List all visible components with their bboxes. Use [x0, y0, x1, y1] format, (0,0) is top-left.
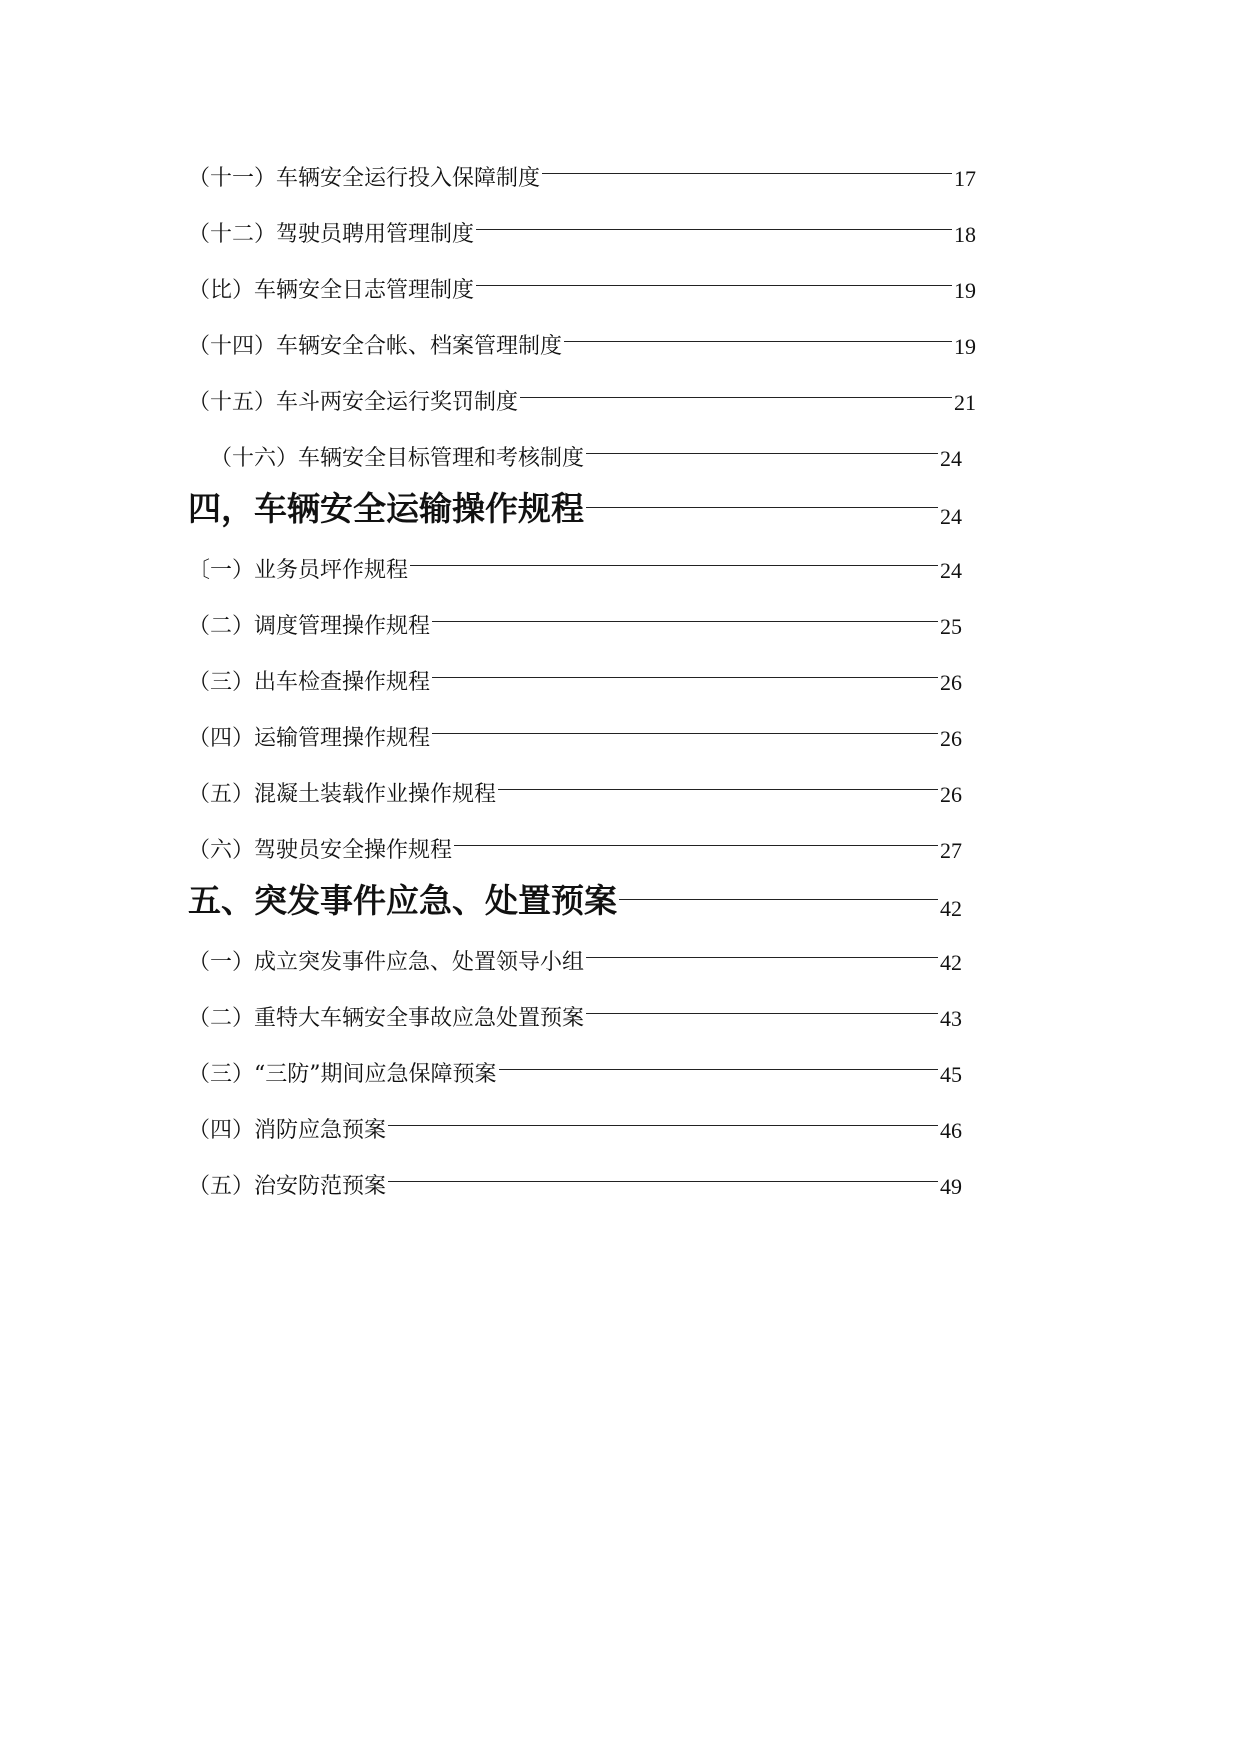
- toc-entry: [188, 656, 962, 696]
- toc-entry-label: （十六）车辆安全目标管理和考核制度: [210, 446, 585, 471]
- toc-entry-page: 17: [954, 166, 976, 191]
- toc-section-label: 五、突发事件应急、处置预案: [188, 881, 617, 920]
- toc-entry-page: 25: [940, 614, 962, 639]
- toc-entry-page: 21: [954, 390, 976, 415]
- toc-entry-page: 24: [940, 446, 962, 471]
- toc-entry-page: 19: [954, 334, 976, 359]
- toc-entry-page: 24: [940, 558, 962, 583]
- toc-entry-label: （一）成立突发事件应急、处置领导小组: [188, 950, 585, 975]
- leader-dashes: [542, 173, 952, 175]
- toc-entry: [188, 824, 962, 864]
- leader-dashes: [432, 733, 938, 735]
- toc-entry: [188, 1104, 962, 1144]
- leader-dashes: [586, 1013, 938, 1015]
- leader-dashes: [586, 453, 938, 455]
- toc-entry-label: （四）消防应急预案: [188, 1118, 387, 1143]
- toc-entry: [188, 376, 976, 416]
- toc-entry: [188, 992, 962, 1032]
- toc-entry: [188, 264, 976, 304]
- toc-entry: [188, 1048, 962, 1088]
- toc-entry-label: （六）驾驶员安全操作规程: [188, 838, 453, 863]
- leader-dashes: [432, 621, 938, 623]
- leader-dashes: [388, 1125, 938, 1127]
- toc-entry: [188, 152, 976, 192]
- toc-entry-label: （三）“三防”期间应急保障预案: [188, 1062, 497, 1087]
- toc-entry: [188, 936, 962, 976]
- leader-dashes: [454, 845, 938, 847]
- toc-entry-page: 26: [940, 726, 962, 751]
- leader-dashes: [432, 677, 938, 679]
- toc-entry: [210, 432, 962, 472]
- leader-dashes: [619, 899, 938, 901]
- leader-dashes: [499, 1069, 939, 1071]
- toc-section-page: 24: [940, 504, 962, 529]
- toc-entry: [188, 768, 962, 808]
- leader-dashes: [586, 957, 938, 959]
- toc-entry-label: （四）运输管理操作规程: [188, 726, 431, 751]
- toc-entry: [188, 712, 962, 752]
- toc-entry-label: （十四）车辆安全合帐、档案管理制度: [188, 334, 563, 359]
- toc-entry-page: 26: [940, 782, 962, 807]
- toc-section-heading: [188, 482, 962, 530]
- toc-entry-page: 19: [954, 278, 976, 303]
- toc-entry-label: （五）混凝土装载作业操作规程: [188, 782, 497, 807]
- toc-section-page: 42: [940, 896, 962, 921]
- toc-entry-label: （十一）车辆安全运行投入保障制度: [188, 166, 541, 191]
- toc-entry-page: 26: [940, 670, 962, 695]
- toc-entry-page: 18: [954, 222, 976, 247]
- toc-entry-page: 49: [940, 1174, 962, 1199]
- toc-section-heading: [188, 874, 962, 922]
- toc-entry-page: 43: [940, 1006, 962, 1031]
- leader-dashes: [564, 341, 952, 343]
- toc-entry-page: 45: [940, 1062, 962, 1087]
- toc-section-label: 四，车辆安全运输操作规程: [188, 489, 584, 528]
- toc-entry-label: （二）调度管理操作规程: [188, 614, 431, 639]
- toc-entry-page: 27: [940, 838, 962, 863]
- leader-dashes: [498, 789, 938, 791]
- toc-entry: [188, 544, 962, 584]
- leader-dashes: [388, 1181, 938, 1183]
- toc-entry-label: （二）重特大车辆安全事故应急处置预案: [188, 1006, 585, 1031]
- toc-entry-page: 46: [940, 1118, 962, 1143]
- toc-entry: [188, 600, 962, 640]
- leader-dashes: [586, 507, 938, 509]
- toc-entry-label: （五）治安防范预案: [188, 1174, 387, 1199]
- toc-entry: [188, 320, 976, 360]
- toc-entry-label: 〔一）业务员坪作规程: [188, 558, 409, 583]
- toc-entry-label: （三）出车检查操作规程: [188, 670, 431, 695]
- leader-dashes: [520, 397, 952, 399]
- leader-dashes: [476, 229, 952, 231]
- toc-entry-page: 42: [940, 950, 962, 975]
- toc-entry: [188, 1160, 962, 1200]
- leader-dashes: [476, 285, 952, 287]
- leader-dashes: [410, 565, 938, 567]
- toc-entry-label: （十二）驾驶员聘用管理制度: [188, 222, 475, 247]
- toc-entry-label: （比）车辆安全日志管理制度: [188, 278, 475, 303]
- toc-entry: [188, 208, 976, 248]
- toc-entry-label: （十五）车斗两安全运行奖罚制度: [188, 390, 519, 415]
